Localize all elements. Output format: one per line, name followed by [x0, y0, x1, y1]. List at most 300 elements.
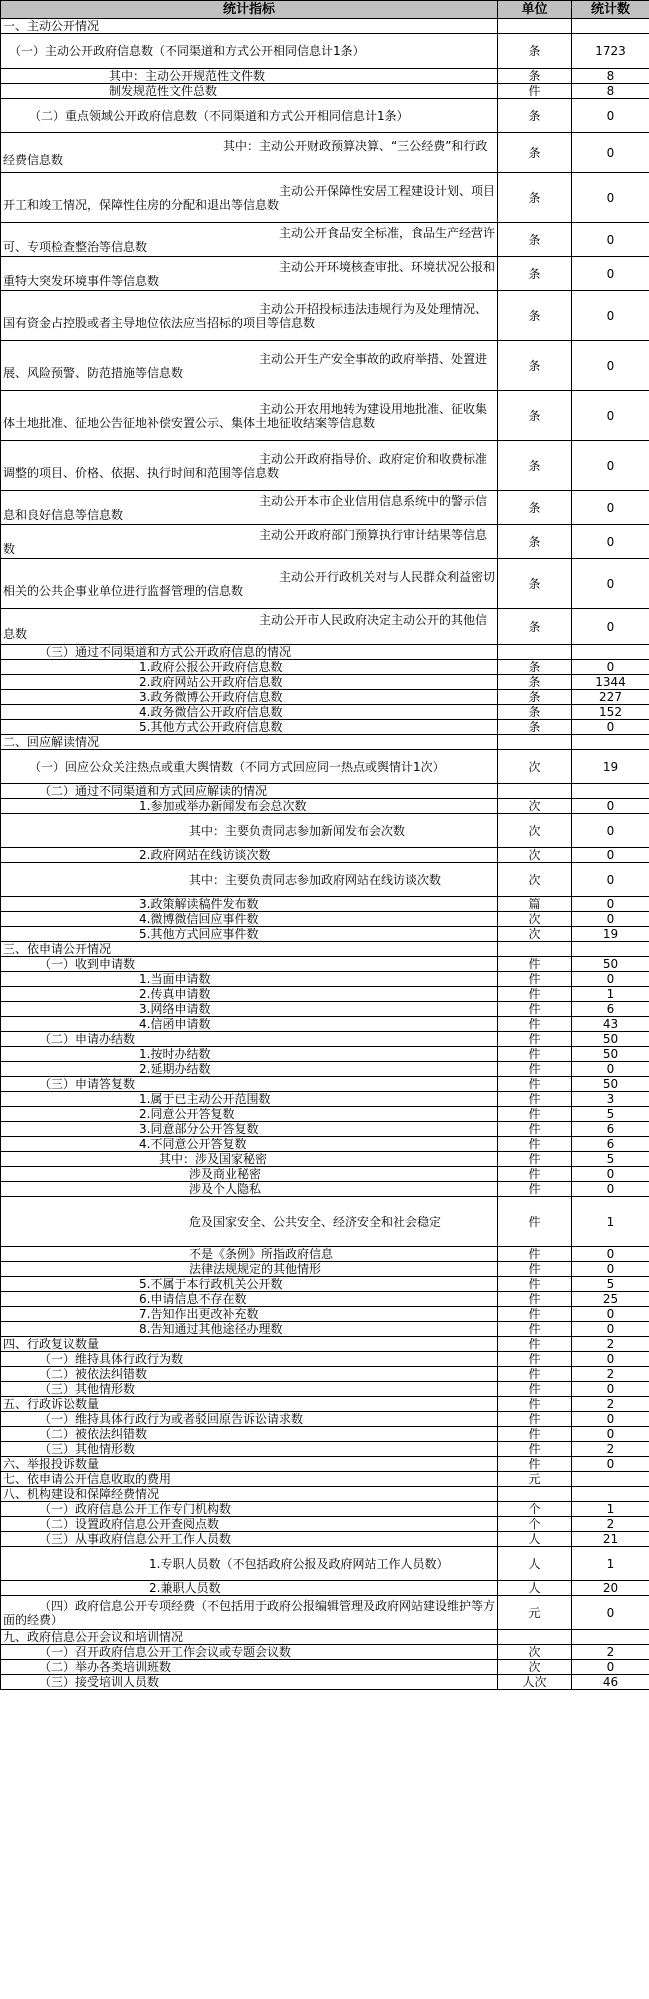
row-indicator: 3.网络申请数: [1, 1002, 498, 1017]
table-row: [1, 1277, 649, 1292]
row-unit: 条: [498, 660, 572, 675]
table-row: [1, 99, 649, 133]
row-unit: 件: [498, 1292, 572, 1307]
row-unit: [498, 1630, 572, 1645]
row-value: 19: [572, 927, 649, 942]
row-unit: 条: [498, 441, 572, 491]
row-indicator: 其中：主动公开规范性文件数: [1, 69, 498, 84]
row-unit: 件: [498, 987, 572, 1002]
row-unit: 件: [498, 1182, 572, 1197]
table-row: [1, 1581, 649, 1596]
table-row: [1, 675, 649, 690]
table-row: [1, 1412, 649, 1427]
row-unit: 条: [498, 34, 572, 69]
row-indicator: （三）接受培训人员数: [1, 1675, 498, 1690]
row-unit: 件: [498, 1307, 572, 1322]
row-indicator: （二）被依法纠错数: [1, 1427, 498, 1442]
row-unit: 个: [498, 1502, 572, 1517]
row-value: 50: [572, 1047, 649, 1062]
row-unit: 件: [498, 1427, 572, 1442]
row-unit: [498, 735, 572, 750]
row-indicator: 1.专职人员数（不包括政府公报及政府网站工作人员数）: [1, 1547, 498, 1581]
row-value: 0: [572, 1596, 649, 1630]
row-unit: 件: [498, 1137, 572, 1152]
row-value: 2: [572, 1645, 649, 1660]
row-indicator: （三）其他情形数: [1, 1442, 498, 1457]
row-indicator: 8.告知通过其他途径办理数: [1, 1322, 498, 1337]
row-indicator: 法律法规规定的其他情形: [1, 1262, 498, 1277]
row-indicator: （一）召开政府信息公开工作会议或专题会议数: [1, 1645, 498, 1660]
table-row: [1, 863, 649, 897]
row-indicator: （三）从事政府信息公开工作人员数: [1, 1532, 498, 1547]
table-row: [1, 957, 649, 972]
table-row: [1, 1517, 649, 1532]
row-unit: 件: [498, 1262, 572, 1277]
table-row: [1, 257, 649, 291]
row-value: 50: [572, 957, 649, 972]
table-row: [1, 784, 649, 799]
row-unit: 人: [498, 1581, 572, 1596]
table-row: [1, 441, 649, 491]
row-value: [572, 735, 649, 750]
row-indicator: 四、行政复议数量: [1, 1337, 498, 1352]
row-unit: 件: [498, 1397, 572, 1412]
row-indicator: （一）收到申请数: [1, 957, 498, 972]
row-indicator: 其中：主要负责同志参加新闻发布会次数: [1, 814, 498, 848]
row-unit: 件: [498, 1092, 572, 1107]
table-row: [1, 1077, 649, 1092]
row-unit: 件: [498, 1382, 572, 1397]
row-indicator: 主动公开环境核查审批、环境状况公报和重特大突发环境事件等信息数: [1, 257, 498, 291]
row-unit: 条: [498, 609, 572, 645]
table-row: [1, 1532, 649, 1547]
header-row: [1, 1, 649, 19]
row-unit: 件: [498, 1002, 572, 1017]
row-value: 8: [572, 84, 649, 99]
row-value: 2: [572, 1442, 649, 1457]
row-indicator: 5.其他方式回应事件数: [1, 927, 498, 942]
table-row: [1, 942, 649, 957]
table-row: [1, 341, 649, 391]
row-indicator: 一、主动公开情况: [1, 19, 498, 34]
row-value: 0: [572, 897, 649, 912]
row-unit: [498, 784, 572, 799]
table-row: [1, 1032, 649, 1047]
row-value: 152: [572, 705, 649, 720]
row-value: 0: [572, 1307, 649, 1322]
table-row: [1, 1352, 649, 1367]
row-value: 0: [572, 1182, 649, 1197]
table-row: [1, 1137, 649, 1152]
table-row: [1, 19, 649, 34]
table-row: [1, 491, 649, 525]
row-unit: 件: [498, 972, 572, 987]
row-value: 0: [572, 1457, 649, 1472]
row-value: 1344: [572, 675, 649, 690]
row-value: 5: [572, 1277, 649, 1292]
row-value: 0: [572, 1352, 649, 1367]
row-indicator: 2.同意公开答复数: [1, 1107, 498, 1122]
table-row: [1, 525, 649, 559]
table-row: [1, 1062, 649, 1077]
row-value: 0: [572, 1062, 649, 1077]
row-indicator: （一）回应公众关注热点或重大舆情数（不同方式回应同一热点或舆情计1次）: [1, 750, 498, 784]
table-row: [1, 645, 649, 660]
row-unit: 件: [498, 1077, 572, 1092]
row-unit: 件: [498, 1457, 572, 1472]
table-row: [1, 1596, 649, 1630]
row-indicator: 2.延期办结数: [1, 1062, 498, 1077]
table-row: [1, 34, 649, 69]
row-value: 0: [572, 173, 649, 223]
row-unit: 件: [498, 957, 572, 972]
table-row: [1, 660, 649, 675]
row-indicator: 2.政府网站公开政府信息数: [1, 675, 498, 690]
row-value: 6: [572, 1122, 649, 1137]
row-indicator: 1.当面申请数: [1, 972, 498, 987]
row-indicator: （三）申请答复数: [1, 1077, 498, 1092]
table-row: [1, 972, 649, 987]
row-unit: 条: [498, 491, 572, 525]
row-value: 0: [572, 1322, 649, 1337]
row-unit: 次: [498, 814, 572, 848]
table-row: [1, 814, 649, 848]
table-row: [1, 133, 649, 173]
table-row: [1, 927, 649, 942]
table-row: [1, 1122, 649, 1137]
row-value: 0: [572, 441, 649, 491]
row-unit: 次: [498, 848, 572, 863]
table-row: [1, 69, 649, 84]
row-unit: [498, 1487, 572, 1502]
row-indicator: 1.参加或举办新闻发布会总次数: [1, 799, 498, 814]
row-value: 0: [572, 99, 649, 133]
row-value: [572, 19, 649, 34]
row-unit: 件: [498, 1167, 572, 1182]
row-value: 0: [572, 525, 649, 559]
table-row: [1, 1382, 649, 1397]
row-indicator: 1.政府公报公开政府信息数: [1, 660, 498, 675]
row-value: 0: [572, 1427, 649, 1442]
row-indicator: 6.申请信息不存在数: [1, 1292, 498, 1307]
row-value: 1: [572, 1197, 649, 1247]
row-indicator: 2.兼职人员数: [1, 1581, 498, 1596]
row-indicator: 3.政策解读稿件发布数: [1, 897, 498, 912]
row-unit: 条: [498, 69, 572, 84]
row-indicator: 主动公开本市企业信用信息系统中的警示信息和良好信息等信息数: [1, 491, 498, 525]
row-indicator: （一）主动公开政府信息数（不同渠道和方式公开相同信息计1条）: [1, 34, 498, 69]
row-value: 6: [572, 1002, 649, 1017]
row-indicator: （一）维持具体行政行为数: [1, 1352, 498, 1367]
row-indicator: （一）维持具体行政行为或者驳回原告诉讼请求数: [1, 1412, 498, 1427]
row-indicator: 三、依申请公开情况: [1, 942, 498, 957]
row-unit: 件: [498, 1367, 572, 1382]
table-row: [1, 1397, 649, 1412]
row-value: 227: [572, 690, 649, 705]
row-value: 0: [572, 799, 649, 814]
row-indicator: 涉及个人隐私: [1, 1182, 498, 1197]
row-value: 0: [572, 814, 649, 848]
row-unit: 件: [498, 1412, 572, 1427]
row-indicator: 主动公开保障性安居工程建设计划、项目开工和竣工情况，保障性住房的分配和退出等信息数: [1, 173, 498, 223]
row-unit: 件: [498, 1352, 572, 1367]
row-unit: 条: [498, 133, 572, 173]
row-indicator: 二、回应解读情况: [1, 735, 498, 750]
table-row: [1, 1630, 649, 1645]
row-unit: 件: [498, 1247, 572, 1262]
row-value: 0: [572, 1660, 649, 1675]
row-unit: 条: [498, 391, 572, 441]
table-body: [1, 19, 649, 1690]
row-indicator: 其中：涉及国家秘密: [1, 1152, 498, 1167]
row-value: 2: [572, 1337, 649, 1352]
table-row: [1, 84, 649, 99]
row-indicator: 1.属于已主动公开范围数: [1, 1092, 498, 1107]
row-value: 0: [572, 341, 649, 391]
row-indicator: （三）其他情形数: [1, 1382, 498, 1397]
row-unit: 元: [498, 1596, 572, 1630]
table-row: [1, 1645, 649, 1660]
row-value: 19: [572, 750, 649, 784]
row-value: 0: [572, 257, 649, 291]
table-row: [1, 690, 649, 705]
row-indicator: 4.不同意公开答复数: [1, 1137, 498, 1152]
row-unit: 条: [498, 720, 572, 735]
row-unit: 件: [498, 1152, 572, 1167]
row-value: 0: [572, 391, 649, 441]
row-indicator: 六、举报投诉数量: [1, 1457, 498, 1472]
row-indicator: （二）重点领域公开政府信息数（不同渠道和方式公开相同信息计1条）: [1, 99, 498, 133]
row-value: 2: [572, 1367, 649, 1382]
row-value: 25: [572, 1292, 649, 1307]
table-row: [1, 291, 649, 341]
table-row: [1, 1547, 649, 1581]
row-unit: 件: [498, 1032, 572, 1047]
row-unit: 件: [498, 84, 572, 99]
table-row: [1, 1197, 649, 1247]
row-unit: [498, 645, 572, 660]
row-unit: [498, 942, 572, 957]
row-value: [572, 645, 649, 660]
row-unit: 次: [498, 912, 572, 927]
row-indicator: 涉及商业秘密: [1, 1167, 498, 1182]
row-indicator: 其中：主动公开财政预算决算、“三公经费”和行政经费信息数: [1, 133, 498, 173]
row-unit: 条: [498, 705, 572, 720]
row-unit: 篇: [498, 897, 572, 912]
row-value: [572, 1487, 649, 1502]
table-row: [1, 848, 649, 863]
row-unit: 条: [498, 525, 572, 559]
row-unit: 次: [498, 927, 572, 942]
row-indicator: 五、行政诉讼数量: [1, 1397, 498, 1412]
row-value: 0: [572, 1247, 649, 1262]
row-unit: 件: [498, 1337, 572, 1352]
row-value: 0: [572, 863, 649, 897]
table-row: [1, 897, 649, 912]
row-indicator: 1.按时办结数: [1, 1047, 498, 1062]
row-value: [572, 784, 649, 799]
row-value: [572, 942, 649, 957]
table-row: [1, 1442, 649, 1457]
row-indicator: 主动公开政府指导价、政府定价和收费标准调整的项目、价格、依据、执行时间和范围等信息数: [1, 441, 498, 491]
table-row: [1, 1427, 649, 1442]
row-unit: 条: [498, 257, 572, 291]
table-row: [1, 1337, 649, 1352]
row-indicator: 主动公开食品安全标准，食品生产经营许可、专项检查整治等信息数: [1, 223, 498, 257]
table-row: [1, 1002, 649, 1017]
row-unit: 元: [498, 1472, 572, 1487]
row-indicator: （四）政府信息公开专项经费（不包括用于政府公报编辑管理及政府网站建设维护等方面的经费）: [1, 1596, 498, 1630]
row-value: 1: [572, 987, 649, 1002]
table-row: [1, 1152, 649, 1167]
row-value: 0: [572, 1382, 649, 1397]
row-indicator: （二）设置政府信息公开查阅点数: [1, 1517, 498, 1532]
row-indicator: 主动公开市人民政府决定主动公开的其他信息数: [1, 609, 498, 645]
row-indicator: （一）政府信息公开工作专门机构数: [1, 1502, 498, 1517]
row-unit: 人次: [498, 1675, 572, 1690]
row-unit: 条: [498, 675, 572, 690]
row-value: 1: [572, 1502, 649, 1517]
table-row: [1, 1167, 649, 1182]
row-value: 0: [572, 491, 649, 525]
table-row: [1, 987, 649, 1002]
table-row: [1, 1107, 649, 1122]
row-indicator: 7.告知作出更改补充数: [1, 1307, 498, 1322]
row-unit: 条: [498, 559, 572, 609]
row-unit: 人: [498, 1547, 572, 1581]
row-indicator: 2.传真申请数: [1, 987, 498, 1002]
row-value: 0: [572, 1167, 649, 1182]
row-value: 0: [572, 972, 649, 987]
table-row: [1, 735, 649, 750]
row-unit: 件: [498, 1047, 572, 1062]
row-unit: 次: [498, 750, 572, 784]
table-row: [1, 1182, 649, 1197]
row-unit: 条: [498, 173, 572, 223]
table-row: [1, 559, 649, 609]
table-row: [1, 1472, 649, 1487]
table-row: [1, 1487, 649, 1502]
row-indicator: （二）通过不同渠道和方式回应解读的情况: [1, 784, 498, 799]
row-unit: 次: [498, 1660, 572, 1675]
row-value: 50: [572, 1032, 649, 1047]
row-value: 20: [572, 1581, 649, 1596]
row-unit: 条: [498, 291, 572, 341]
row-unit: 件: [498, 1197, 572, 1247]
table-row: [1, 1047, 649, 1062]
table-row: [1, 391, 649, 441]
row-indicator: 主动公开招投标违法违规行为及处理情况、国有资金占控股或者主导地位依法应当招标的项目等信息数: [1, 291, 498, 341]
row-indicator: 主动公开政府部门预算执行审计结果等信息数: [1, 525, 498, 559]
row-value: 1: [572, 1547, 649, 1581]
table-row: [1, 1457, 649, 1472]
row-indicator: 5.其他方式公开政府信息数: [1, 720, 498, 735]
table-row: [1, 223, 649, 257]
row-indicator: 七、依申请公开信息收取的费用: [1, 1472, 498, 1487]
row-unit: 件: [498, 1442, 572, 1457]
row-unit: 次: [498, 799, 572, 814]
row-indicator: 5.不属于本行政机关公开数: [1, 1277, 498, 1292]
table-row: [1, 1262, 649, 1277]
row-indicator: 3.政务微博公开政府信息数: [1, 690, 498, 705]
row-value: 21: [572, 1532, 649, 1547]
row-unit: [498, 19, 572, 34]
row-unit: 件: [498, 1017, 572, 1032]
table-row: [1, 1502, 649, 1517]
table-row: [1, 1322, 649, 1337]
row-unit: 次: [498, 863, 572, 897]
row-value: 2: [572, 1397, 649, 1412]
header-unit: 单位: [498, 1, 572, 19]
row-indicator: 主动公开农用地转为建设用地批准、征收集体土地批准、征地公告征地补偿安置公示、集体土地征收结案等信息数: [1, 391, 498, 441]
table-row: [1, 1292, 649, 1307]
row-unit: 条: [498, 690, 572, 705]
row-value: 8: [572, 69, 649, 84]
row-value: 43: [572, 1017, 649, 1032]
row-indicator: 4.政务微信公开政府信息数: [1, 705, 498, 720]
row-value: 46: [572, 1675, 649, 1690]
row-unit: 人: [498, 1532, 572, 1547]
row-value: 6: [572, 1137, 649, 1152]
row-value: 0: [572, 291, 649, 341]
row-indicator: 制发规范性文件总数: [1, 84, 498, 99]
row-unit: 件: [498, 1277, 572, 1292]
row-indicator: 2.政府网站在线访谈次数: [1, 848, 498, 863]
row-indicator: 八、机构建设和保障经费情况: [1, 1487, 498, 1502]
row-value: 0: [572, 1262, 649, 1277]
row-unit: 个: [498, 1517, 572, 1532]
row-unit: 条: [498, 99, 572, 133]
table-row: [1, 1307, 649, 1322]
row-value: 0: [572, 133, 649, 173]
row-unit: 条: [498, 341, 572, 391]
row-value: [572, 1472, 649, 1487]
row-indicator: 4.微博微信回应事件数: [1, 912, 498, 927]
table-row: [1, 1017, 649, 1032]
row-indicator: 4.信函申请数: [1, 1017, 498, 1032]
row-value: 0: [572, 660, 649, 675]
table-row: [1, 1092, 649, 1107]
table-row: [1, 609, 649, 645]
row-value: 50: [572, 1077, 649, 1092]
row-value: 0: [572, 912, 649, 927]
header-indicator: 统计指标: [1, 1, 498, 19]
table-row: [1, 1367, 649, 1382]
row-indicator: 危及国家安全、公共安全、经济安全和社会稳定: [1, 1197, 498, 1247]
table-row: [1, 705, 649, 720]
row-unit: 条: [498, 223, 572, 257]
row-value: 0: [572, 720, 649, 735]
row-value: 0: [572, 848, 649, 863]
row-indicator: （二）被依法纠错数: [1, 1367, 498, 1382]
row-value: [572, 1630, 649, 1645]
row-value: 1723: [572, 34, 649, 69]
header-value: 统计数: [572, 1, 649, 19]
row-value: 5: [572, 1152, 649, 1167]
table-row: [1, 799, 649, 814]
row-unit: 件: [498, 1107, 572, 1122]
table-row: [1, 720, 649, 735]
table-row: [1, 1247, 649, 1262]
row-indicator: （二）申请办结数: [1, 1032, 498, 1047]
row-value: 0: [572, 559, 649, 609]
table-row: [1, 173, 649, 223]
table-row: [1, 750, 649, 784]
row-indicator: 主动公开生产安全事故的政府举措、处置进展、风险预警、防范措施等信息数: [1, 341, 498, 391]
row-indicator: （三）通过不同渠道和方式公开政府信息的情况: [1, 645, 498, 660]
table-row: [1, 912, 649, 927]
row-value: 3: [572, 1092, 649, 1107]
